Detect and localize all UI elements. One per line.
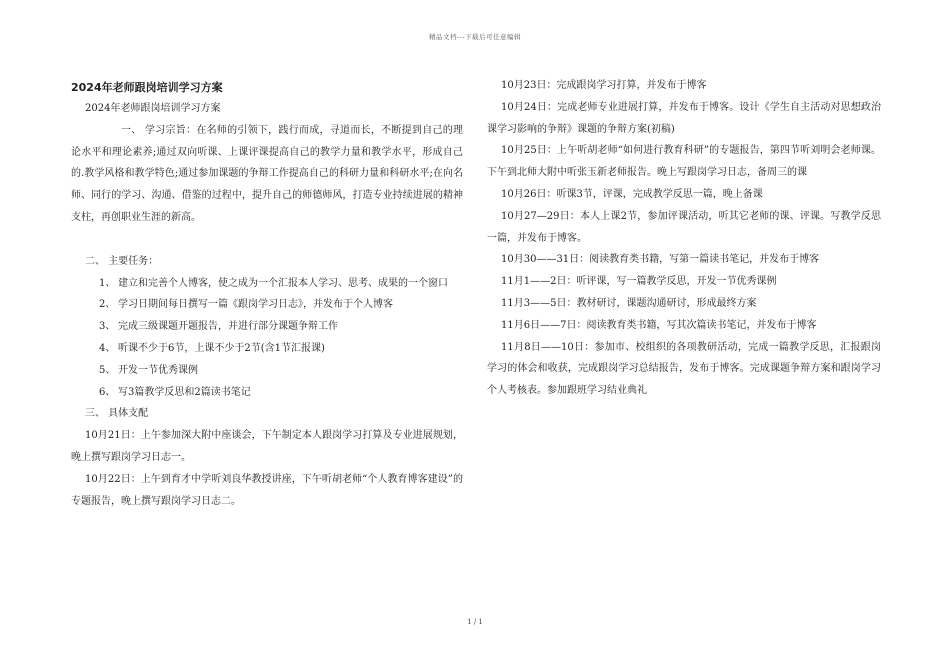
task-text: 建立和完善个人博客，使之成为一个汇报本人学习、思考、成果的一个窗口 — [118, 277, 448, 289]
schedule-entry: 10月26日：听课3节，评课，完成教学反思一篇，晚上备课 — [501, 188, 763, 200]
section-tasks-heading: 二、 主要任务： — [85, 255, 159, 267]
task-number: 3、 — [99, 321, 116, 333]
document-subtitle: 2024年老师跟岗培训学习方案 — [85, 103, 221, 114]
right-column — [487, 75, 881, 402]
task-number: 2、 — [99, 299, 116, 311]
task-text: 完成三级课题开题报告，并进行部分课题争辩工作 — [118, 321, 338, 333]
schedule-entry: 10月27—29日：本人上课2节，参加评课活动，听其它老师的课、评课。写教学反思一篇，并发布于博客。 — [487, 210, 881, 244]
task-item — [71, 316, 463, 338]
schedule-entry: 10月23日：完成跟岗学习打算，并发布于博客 — [501, 80, 707, 91]
task-item — [71, 294, 463, 316]
section-purpose: 一、 学习宗旨：在名师的引领下，践行而成，寻道而长，不断提到自己的理论水平和理论素养;通过双向听课、上课评课提高自己的教学力量和教学水平，形成自己的.教学风格和教学特色;通过参加课题的争辩工作提高自己的科研力量和科研水平;在向名师、同行的学习、沟通、借鉴的过程中，提升自己的师德师风，打造专业持续进展的精神支柱，再创职业生涯的新高。 — [71, 124, 463, 223]
task-item — [71, 382, 463, 404]
spacer — [71, 229, 463, 251]
task-number: 5、 — [99, 364, 116, 376]
schedule-entry: 11月1——2日：听评课，写一篇教学反思，开发一节优秀课例 — [501, 276, 777, 288]
task-number: 4、 — [99, 342, 116, 354]
left-column — [71, 78, 463, 512]
task-item — [71, 273, 463, 295]
schedule-entry: 10月24日：完成老师专业进展打算，并发布于博客。设计《学生自主活动对思想政治课学习影响的争辩》课题的争辩方案(初稿) — [487, 101, 881, 135]
task-text: 开发一节优秀课例 — [118, 364, 198, 376]
schedule-entry: 11月6日——7日：阅读教育类书籍，写其次篇读书笔记，并发布于博客 — [501, 319, 817, 331]
schedule-entry: 10月22日：上午到育才中学听刘良华教授讲座，下午听胡老师“个人教育博客建设”的专题报告，晚上撰写跟岗学习日志二。 — [71, 473, 463, 507]
task-item — [71, 360, 463, 382]
task-number: 6、 — [99, 386, 116, 398]
schedule-entry: 11月8日——10日：参加市、校组织的各项教研活动，完成一篇教学反思，汇报跟岗学习的体会和收获，完成跟岗学习总结报告，发布于博客。完成课题争辩方案和跟岗学习个人考核表。参加跟班学习结业典礼 — [487, 341, 881, 397]
section-schedule-heading: 三、 具体支配 — [85, 408, 149, 420]
page-number: 1 / 1 — [467, 618, 483, 626]
task-number: 1、 — [99, 277, 116, 289]
schedule-entry: 11月3——5日：教材研讨，课题沟通研讨，形成最终方案 — [501, 297, 757, 309]
schedule-entry: 10月21日：上午参加深大附中座谈会，下午制定本人跟岗学习打算及专业进展规划，晚上撰写跟岗学习日志一。 — [71, 430, 463, 463]
schedule-entry: 10月30——31日：阅读教育类书籍，写第一篇读书笔记，并发布于博客 — [501, 254, 820, 266]
task-text: 学习日期间每日撰写一篇《跟岗学习日志》，并发布于个人博客 — [118, 299, 393, 311]
page-header: 精品文档---下载后可任意编辑 — [428, 33, 522, 41]
task-text: 写3篇教学反思和2篇读书笔记 — [118, 386, 251, 398]
task-text: 听课不少于6节，上课不少于2节(含1节汇报课) — [118, 342, 325, 354]
task-item — [71, 338, 463, 360]
document-title: 2024年老师跟岗培训学习方案 — [71, 81, 223, 94]
schedule-entry: 10月25日：上午听胡老师“如何进行教育科研”的专题报告，第四节听刘明会老师课。下午到北师大附中听张玉新老师报告。晚上写跟岗学习日志，备周三的课 — [487, 145, 881, 179]
